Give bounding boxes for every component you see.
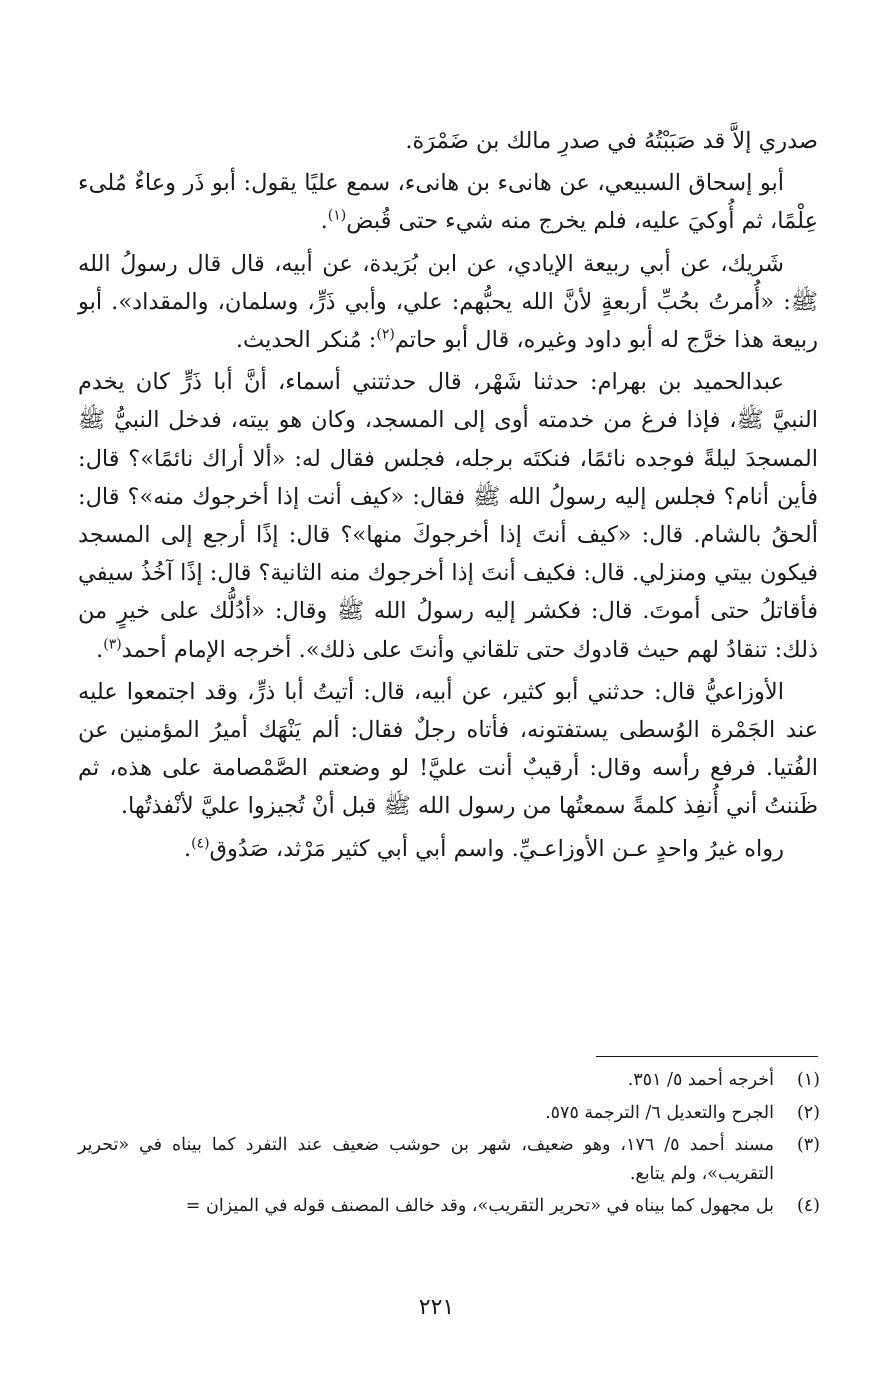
- footnote-divider: [596, 1056, 818, 1057]
- footnote-number: (٤): [796, 1196, 820, 1216]
- footnote-marker[interactable]: (٣): [103, 636, 122, 653]
- paragraph-text: صدري إلاَّ قد صَبَبْتُهُ في صدرِ مالك بن ضَمْرَة.: [405, 128, 818, 154]
- paragraph: [78, 673, 818, 826]
- footnote-text: أخرجه أحمد ٥/ ٣٥١.: [627, 1070, 774, 1090]
- paragraph-text: شَريك، عن أبي ربيعة الإيادي، عن ابن بُرَيدة، عن أبيه، قال قال رسولُ الله ﷺ: «أُمرتُ بحُبِّ أربعةٍ لأنَّ الله يحبُّهم: علي، وأبي ذَرٍّ، وسلمان، والمقداد». أبو ربيعة هذا خرَّج له أبو داود وغيره، قال أبو حاتم: [78, 250, 818, 354]
- footnote-number: (١): [796, 1070, 820, 1090]
- paragraph: [78, 363, 818, 669]
- footnote-item: [78, 1192, 820, 1221]
- footnote-marker[interactable]: (٢): [376, 326, 395, 343]
- main-text: [78, 122, 818, 872]
- paragraph-text: رواه غيرُ واحدٍ عـن الأوزاعـيِّ. واسم أبي أبي كثير مَرْثد، صَدُوق: [209, 835, 784, 862]
- footnote-number: (٣): [796, 1135, 820, 1155]
- footnote-item: [78, 1131, 820, 1188]
- paragraph-text: عبدالحميد بن بهرام: حدثنا شَهْر، قال حدثتني أسماء، أنَّ أبا ذَرٍّ كان يخدم النبيَّ ﷺ، فإذا فرغ من خدمته أوى إلى المسجد، وكان هو بيته، فدخل النبيُّ ﷺ المسجدَ ليلةً فوجده نائمًا، فنكتَه برجله، فجلس فقال له: «ألا أراك نائمًا»؟ قال: فأين أنام؟ فجلس إليه رسولُ الله ﷺ فقال: «كيف أنت إذا أخرجوك منه»؟ قال: ألحقُ بالشام. قال: «كيف أنتَ إذا أخرجوكَ منها»؟ قال: إذًا أرجع إلى المسجد فيكون بيتي ومنزلي. قال: فكيف أنتَ إذا أخرجوك منه الثانية؟ قال: إذًا آخُذُ سيفي فأقاتلُ حتى أموتَ. قال: فكشر إليه رسولُ الله ﷺ وقال: «أدُلُّك على خيرٍ من ذلك: تنقادُ لهم حيث قادوك حتى تلقاني وأنتَ على ذلك». أخرجه الإمام أحمد: [78, 369, 818, 663]
- paragraph-text: أبو إسحاق السبيعي، عن هانىء بن هانىء، سمع عليًا يقول: أبو ذَر وعاءٌ مُلىء عِلْمًا، ثم أُوكيَ عليه، فلم يخرج منه شيء حتى قُبض: [78, 170, 818, 235]
- footnote-item: [78, 1066, 820, 1095]
- paragraph-text-tail: .: [183, 835, 192, 862]
- paragraph-text: الأوزاعيُّ قال: حدثني أبو كثير، عن أبيه، قال: أتيتُ أبا ذرٍّ، وقد اجتمعوا عليه عند الجَمْرة الوُسطى يستفتونه، فأتاه رجلٌ فقال: ألم يَنْهَك أميرُ المؤمنين عن الفُتيا. فرفع رأسه وقال: أرقيبٌ أنت عليَّ! لو وضعتم الصَّمْصامة على هذه، ثم ظَننتُ أني أُنفِذ كلمةً سمعتُها من رسول الله ﷺ قبل أنْ تُجيزوا عليَّ لأنْفذتُها.: [78, 678, 818, 820]
- footnote-marker[interactable]: (٤): [191, 835, 210, 852]
- paragraph-text-tail: : مُنكر الحديث.: [235, 327, 377, 354]
- footnote-text: بل مجهول كما بيناه في «تحرير التقريب»، وقد خالف المصنف قوله في الميزان =: [185, 1196, 774, 1216]
- footnotes: [78, 1066, 820, 1225]
- paragraph: [78, 830, 818, 868]
- footnote-text: الجرح والتعديل ٦/ الترجمة ٥٧٥.: [545, 1102, 774, 1123]
- paragraph: أبو إسحاق السبيعي، عن هانىء بن هانىء، سمع عليًا يقول: أبو ذَر وعاءٌ مُلىء عِلْمًا، ثم أُوكيَ عليه، فلم يخرج منه شيء حتى قُبض$^{(١)}$.: [78, 170, 818, 235]
- page-number: ٢٢١: [418, 1295, 455, 1320]
- footnote-marker[interactable]: (١): [327, 207, 347, 224]
- paragraph: [78, 122, 818, 160]
- footnote-number: (٢): [796, 1102, 820, 1123]
- footnote-text: مسند أحمد ٥/ ١٧٦، وهو ضعيف، شهر بن حوشب ضعيف عند التفرد كما بيناه في «تحرير التقريب»، ولم يتابع.: [78, 1135, 775, 1184]
- footnote-item: [78, 1099, 820, 1128]
- paragraph: [78, 245, 818, 360]
- paragraph-text-tail: .: [96, 636, 104, 663]
